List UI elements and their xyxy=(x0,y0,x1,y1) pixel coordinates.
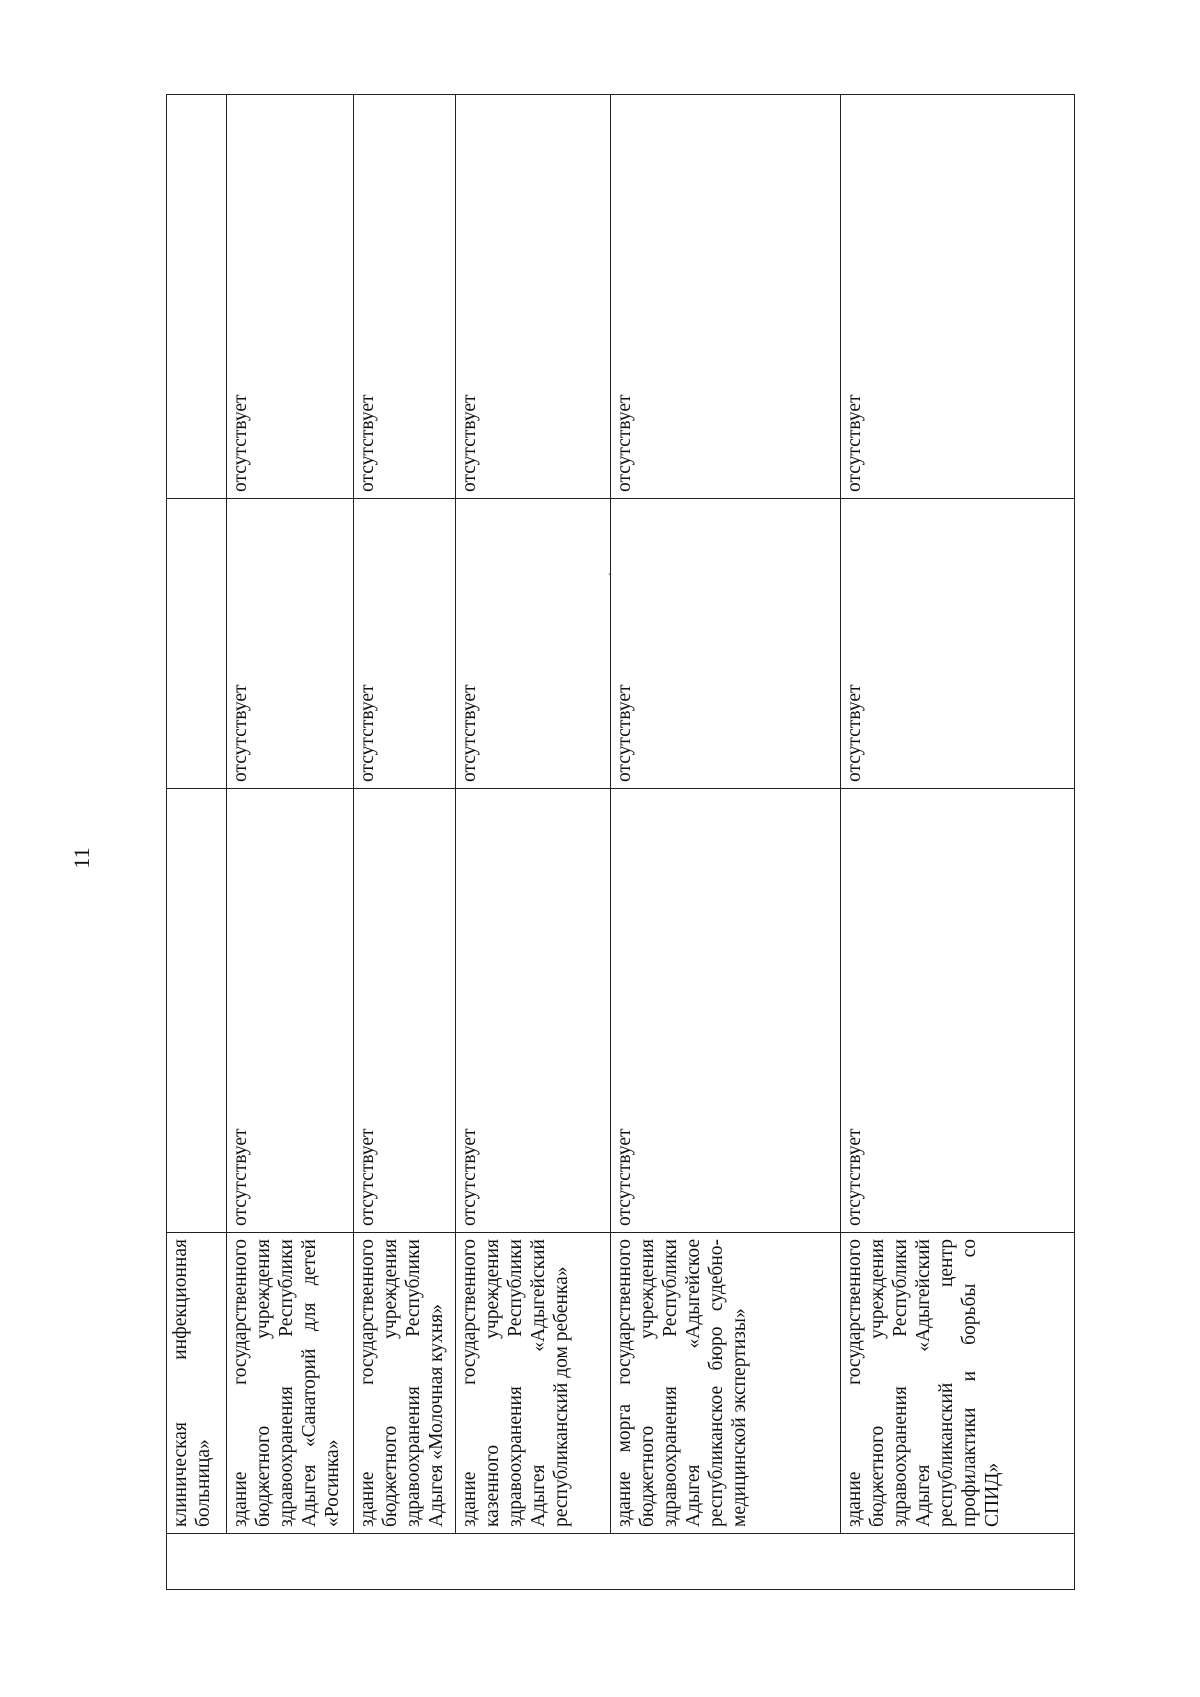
object-name-cell: здание государственного казенного учреждения здравоохранения Республики Адыгея «Адыгейский республиканский дом ребенка» xyxy=(456,1233,611,1534)
table-row xyxy=(611,95,841,1590)
value-cell: отсутствует xyxy=(456,789,611,1233)
value-cell: отсутствует xyxy=(456,95,611,499)
value-cell: отсутствует xyxy=(841,499,1075,789)
objects-table xyxy=(166,94,1075,1590)
table-row xyxy=(841,95,1075,1590)
value-cell: отсутствует xyxy=(841,95,1075,499)
value-cell: отсутствует xyxy=(841,789,1075,1233)
value-cell: отсутствует xyxy=(611,789,841,1233)
value-cell xyxy=(167,789,227,1233)
object-name-cell: здание государственного бюджетного учреждения здравоохранения Республики Адыгея «Санаторий для детей «Росинка» xyxy=(227,1233,354,1534)
value-cell: отсутствует xyxy=(227,789,354,1233)
value-cell xyxy=(167,95,227,499)
value-cell: отсутствует xyxy=(611,499,841,789)
page-number: 11 xyxy=(69,847,94,869)
value-cell xyxy=(167,499,227,789)
table-row xyxy=(456,95,611,1590)
object-name-cell: здание государственного бюджетного учреждения здравоохранения Республики Адыгея «Молочная кухня» xyxy=(354,1233,456,1534)
value-cell: отсутствует xyxy=(354,499,456,789)
object-name-cell: клиническая инфекционная больница» xyxy=(167,1233,227,1534)
value-cell: отсутствует xyxy=(354,95,456,499)
value-cell: отсутствует xyxy=(227,499,354,789)
table-container xyxy=(166,95,1074,1590)
index-cell xyxy=(167,1534,1075,1590)
value-cell: отсутствует xyxy=(611,95,841,499)
object-name-cell: здание морга государственного бюджетного учреждения здравоохранения Республики Адыгея «Адыгейское республиканское бюро судебно-медицинской экспертизы» xyxy=(611,1233,841,1534)
value-cell: отсутствует xyxy=(456,499,611,789)
value-cell: отсутствует xyxy=(227,95,354,499)
table-row xyxy=(354,95,456,1590)
value-cell: отсутствует xyxy=(354,789,456,1233)
object-name-cell: здание государственного бюджетного учреждения здравоохранения Республики Адыгея «Адыгейский республиканский центр профилактики и борьбы со СПИД» xyxy=(841,1233,1075,1534)
table-row xyxy=(227,95,354,1590)
table-row xyxy=(167,95,227,1590)
